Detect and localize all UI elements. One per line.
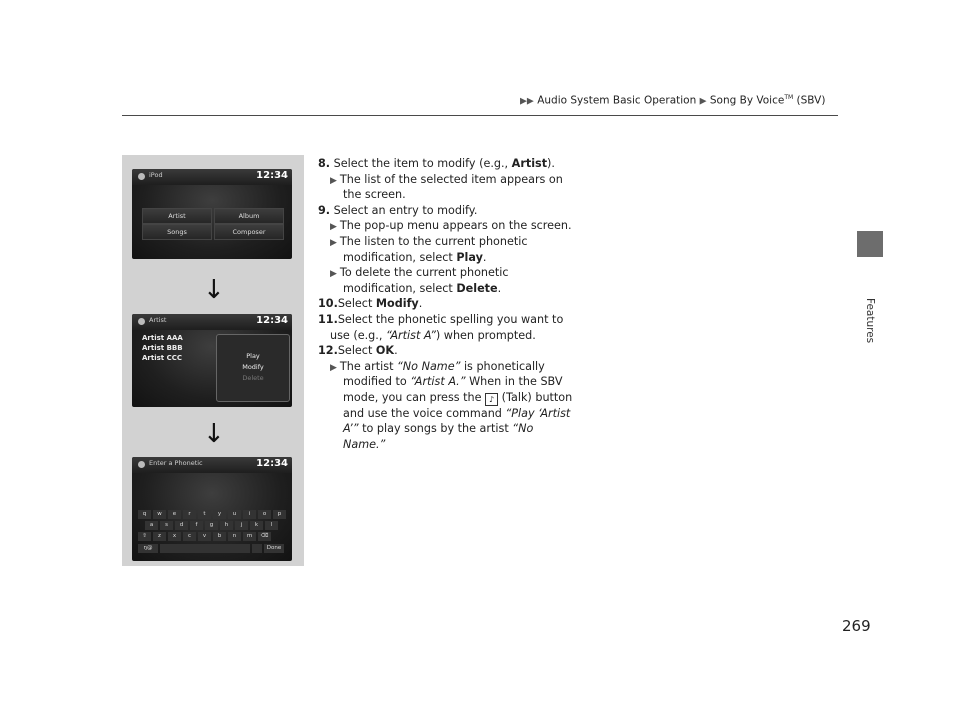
clock: 12:34 (256, 458, 288, 469)
key[interactable]: j (235, 521, 248, 530)
result-arrow-icon: ▶ (330, 238, 337, 248)
step-12-cont-1: modified to “Artist A.” When in the SBV (343, 375, 563, 389)
shift-key-icon[interactable]: ⇧ (138, 532, 151, 541)
breadcrumb-item: Song By Voice (709, 94, 785, 107)
talk-button-icon: ♪ (485, 393, 498, 406)
step-11: 11.Select the phonetic spelling you want to (318, 313, 564, 326)
key[interactable]: i (243, 510, 256, 519)
step-9-delete-cont: modification, select Delete. (343, 281, 502, 295)
step-12-cont-2: mode, you can press the ♪ (Talk) button (343, 391, 573, 404)
home-icon (138, 318, 145, 325)
breadcrumb-arrow-icon: ▶ (699, 96, 707, 107)
section-tab-marker (857, 231, 883, 257)
home-icon (138, 173, 145, 180)
key[interactable]: o (258, 510, 271, 519)
play-option[interactable]: Play (246, 352, 260, 360)
key[interactable]: r (183, 510, 196, 519)
breadcrumb-item-suffix: (SBV) (793, 94, 826, 107)
key[interactable]: a (145, 521, 158, 530)
page-number: 269 (842, 617, 871, 635)
screen-title: Artist (149, 316, 167, 324)
period-key[interactable] (252, 544, 262, 553)
backspace-key-icon[interactable]: ⌫ (258, 532, 271, 541)
result-arrow-icon: ▶ (330, 269, 337, 280)
trademark: TM (784, 94, 794, 101)
breadcrumb-arrow-icon: ▶▶ (520, 96, 534, 107)
key[interactable]: m (243, 532, 256, 541)
key[interactable]: p (273, 510, 286, 519)
key[interactable]: c (183, 532, 196, 541)
key[interactable]: u (228, 510, 241, 519)
key[interactable]: e (168, 510, 181, 519)
list-item[interactable]: Artist CCC (142, 354, 182, 362)
key[interactable]: g (205, 521, 218, 530)
step-8-result-cont: the screen. (343, 188, 406, 202)
popup-menu (216, 334, 290, 402)
key[interactable]: x (168, 532, 181, 541)
key[interactable]: b (213, 532, 226, 541)
step-9-result: ▶ The pop-up menu appears on the screen. (330, 219, 572, 233)
down-arrow-icon: ↓ (203, 275, 225, 305)
step-9: 9. Select an entry to modify. (318, 203, 478, 217)
key[interactable]: v (198, 532, 211, 541)
phonetic-screen (132, 457, 292, 561)
step-11-cont: use (e.g., “Artist A”) when prompted. (330, 328, 536, 342)
step-12-cont-4: A’” to play songs by the artist “No (343, 422, 534, 436)
header-divider (122, 115, 838, 116)
step-12-result: ▶ The artist “No Name” is phonetically (330, 359, 545, 373)
composer-button[interactable]: Composer (214, 224, 284, 240)
done-key[interactable]: Done (264, 544, 284, 553)
result-arrow-icon: ▶ (330, 362, 337, 373)
keyboard-row-3 (138, 532, 271, 541)
screenshot-panel (122, 155, 304, 566)
album-button[interactable]: Album (214, 208, 284, 224)
delete-option[interactable]: Delete (242, 374, 264, 382)
key[interactable]: h (220, 521, 233, 530)
result-arrow-icon: ▶ (330, 222, 337, 233)
modify-option[interactable]: Modify (242, 363, 264, 371)
artist-button[interactable]: Artist (142, 208, 212, 224)
step-12-cont-5: Name.” (343, 437, 386, 451)
key[interactable]: l (265, 521, 278, 530)
songs-button[interactable]: Songs (142, 224, 212, 240)
key[interactable]: f (190, 521, 203, 530)
keyboard-row-4 (138, 544, 284, 553)
breadcrumb-item: Audio System Basic Operation (537, 94, 697, 107)
key[interactable]: s (160, 521, 173, 530)
key[interactable]: y (213, 510, 226, 519)
key[interactable]: w (153, 510, 166, 519)
key[interactable]: q (138, 510, 151, 519)
step-12-cont-3: and use the voice command “Play ‘Artist (343, 406, 571, 420)
result-arrow-icon: ▶ (330, 175, 337, 186)
key[interactable]: d (175, 521, 188, 530)
keyboard-row-2 (145, 521, 278, 530)
key[interactable]: t (198, 510, 211, 519)
clock: 12:34 (256, 315, 288, 326)
step-10: 10.Select Modify. (318, 297, 423, 311)
screen-title: iPod (149, 171, 163, 179)
home-icon (138, 461, 145, 468)
list-item[interactable]: Artist AAA (142, 334, 183, 342)
step-9-delete: ▶ To delete the current phonetic (330, 266, 509, 280)
key[interactable]: n (228, 532, 241, 541)
key[interactable]: k (250, 521, 263, 530)
step-8: 8. Select the item to modify (e.g., Artist). (318, 157, 555, 170)
step-12: 12.Select OK. (318, 344, 398, 358)
step-9-play: ▶ The listen to the current phonetic (330, 235, 528, 248)
artist-screen (132, 314, 292, 407)
breadcrumb (520, 94, 825, 107)
space-key[interactable] (160, 544, 250, 553)
symbols-key[interactable]: ŋ@ (138, 544, 158, 553)
list-item[interactable]: Artist BBB (142, 344, 183, 352)
clock: 12:34 (256, 170, 288, 181)
ipod-screen (132, 169, 292, 259)
step-9-play-cont: modification, select Play. (343, 250, 487, 264)
key[interactable]: z (153, 532, 166, 541)
section-label: Features (864, 298, 876, 344)
down-arrow-icon: ↓ (203, 419, 225, 449)
keyboard-row-1 (138, 510, 286, 519)
screen-title: Enter a Phonetic (149, 459, 203, 467)
step-8-result: ▶ The list of the selected item appears on (330, 172, 563, 186)
